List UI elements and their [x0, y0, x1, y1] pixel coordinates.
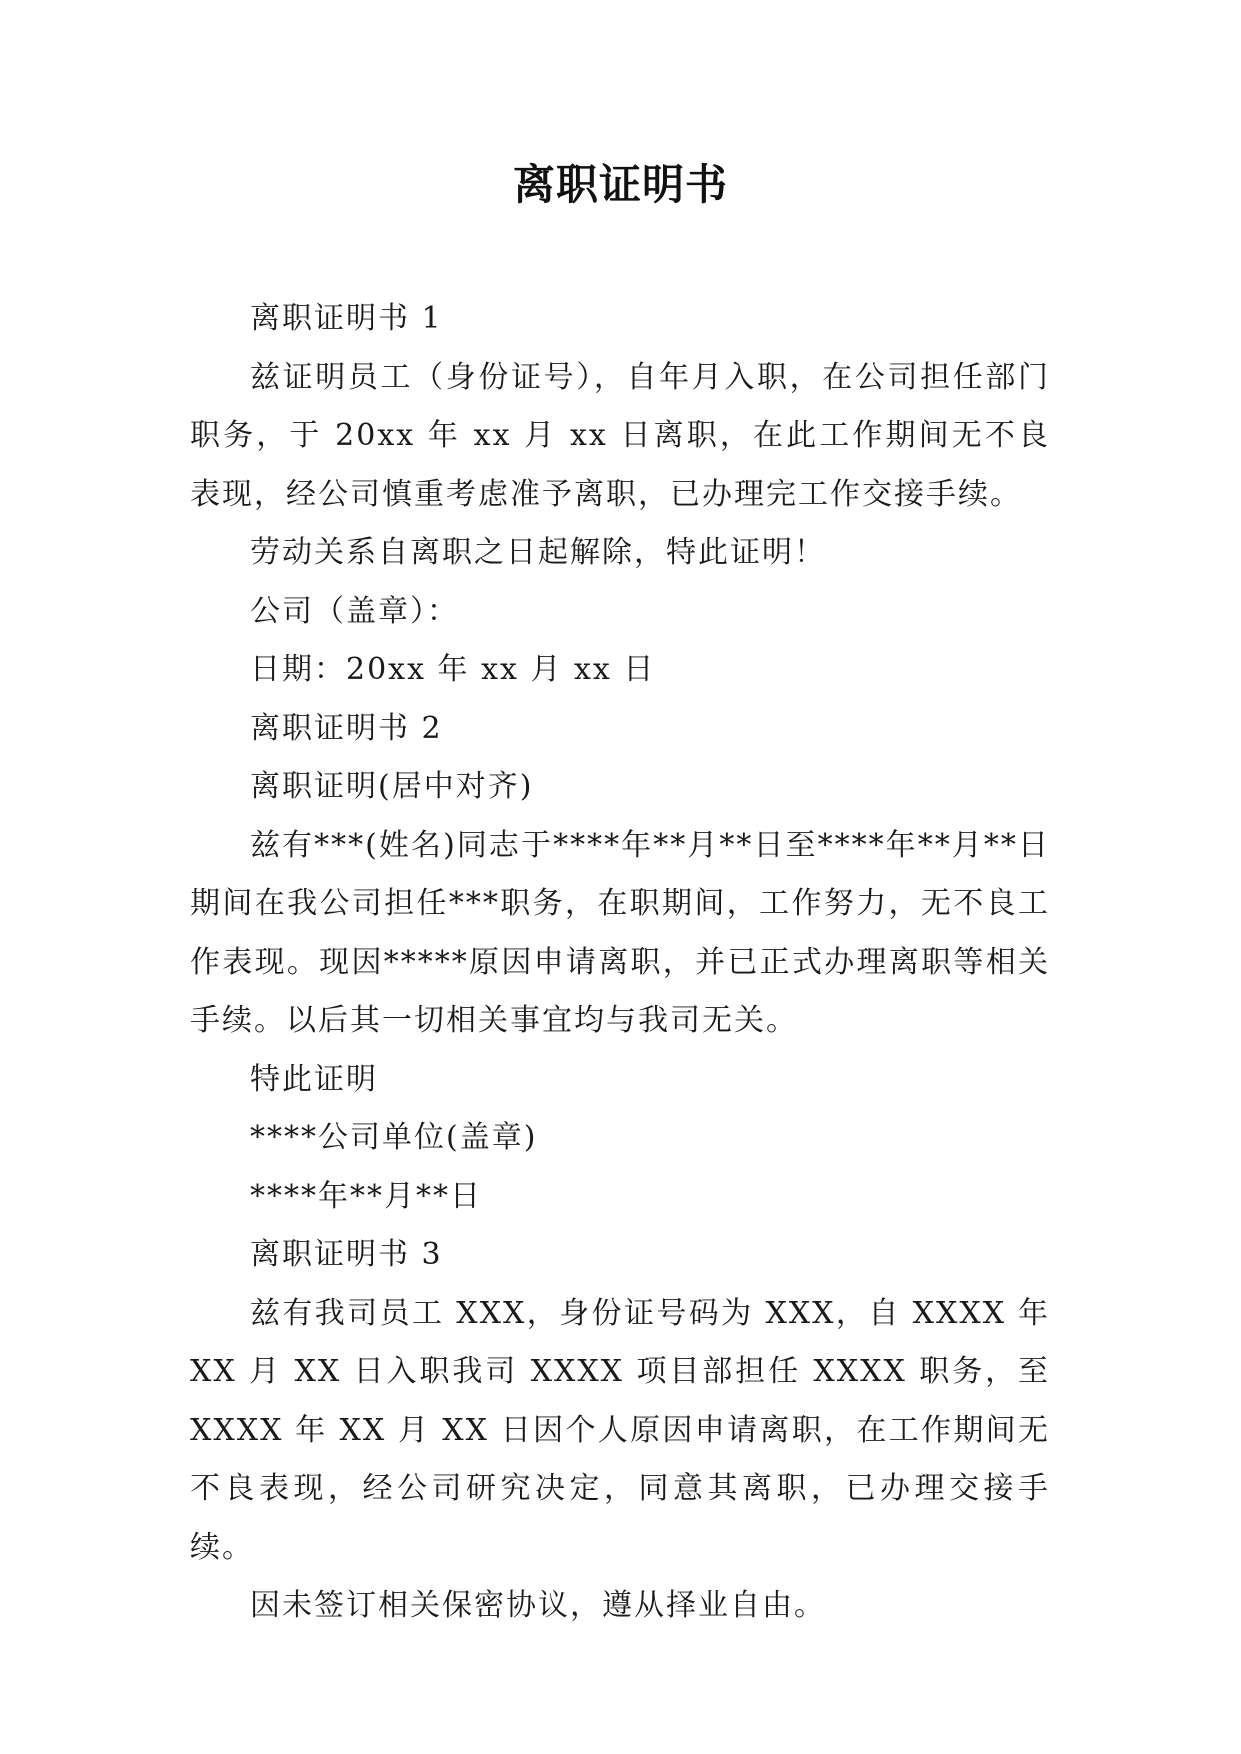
company-seal-line: ****公司单位(盖章)	[250, 1120, 538, 1155]
document-title: 离职证明书	[512, 160, 728, 209]
section-heading-3: 离职证明书 3	[250, 1237, 443, 1272]
company-seal-line: 公司（盖章）：	[250, 593, 459, 629]
section-heading-2: 离职证明书 2	[250, 710, 443, 746]
document-body	[190, 290, 1050, 1636]
date-line: 日期：20xx 年 xx 月 xx 日	[250, 652, 656, 687]
paragraph: 兹有我司员工 XXX，身份证号码为 XXX，自 XXXX 年 XX 月 XX 日入职我司 XXXX 项目部担任 XXXX 职务，至 XXXX 年 XX 月 XX 日因个人原因申请离职，在工作期间无不良表现，经公司研究决定，同意其离职，已办理交接手续。	[190, 1295, 1050, 1565]
paragraph: 特此证明	[250, 1061, 378, 1097]
paragraph: 兹证明员工（身份证号），自年月入职，在公司担任部门职务，于 20xx 年 xx 月 xx 日离职，在此工作期间无不良表现，经公司慎重考虑准予离职，已办理完工作交接手续。	[190, 359, 1050, 512]
date-line: ****年**月**日	[250, 1178, 482, 1214]
paragraph: 因未签订相关保密协议，遵从择业自由。	[250, 1588, 826, 1623]
subheading: 离职证明(居中对齐)	[250, 769, 534, 804]
paragraph: 兹有***(姓名)同志于****年**月**日至****年**月**日期间在我公司担任***职务，在职期间，工作努力，无不良工作表现。现因*****原因申请离职，并已正式办理离职等相关手续。以后其一切相关事宜均与我司无关。	[190, 827, 1050, 1038]
section-heading-1: 离职证明书 1	[250, 301, 443, 336]
paragraph: 劳动关系自离职之日起解除，特此证明！	[250, 535, 826, 570]
